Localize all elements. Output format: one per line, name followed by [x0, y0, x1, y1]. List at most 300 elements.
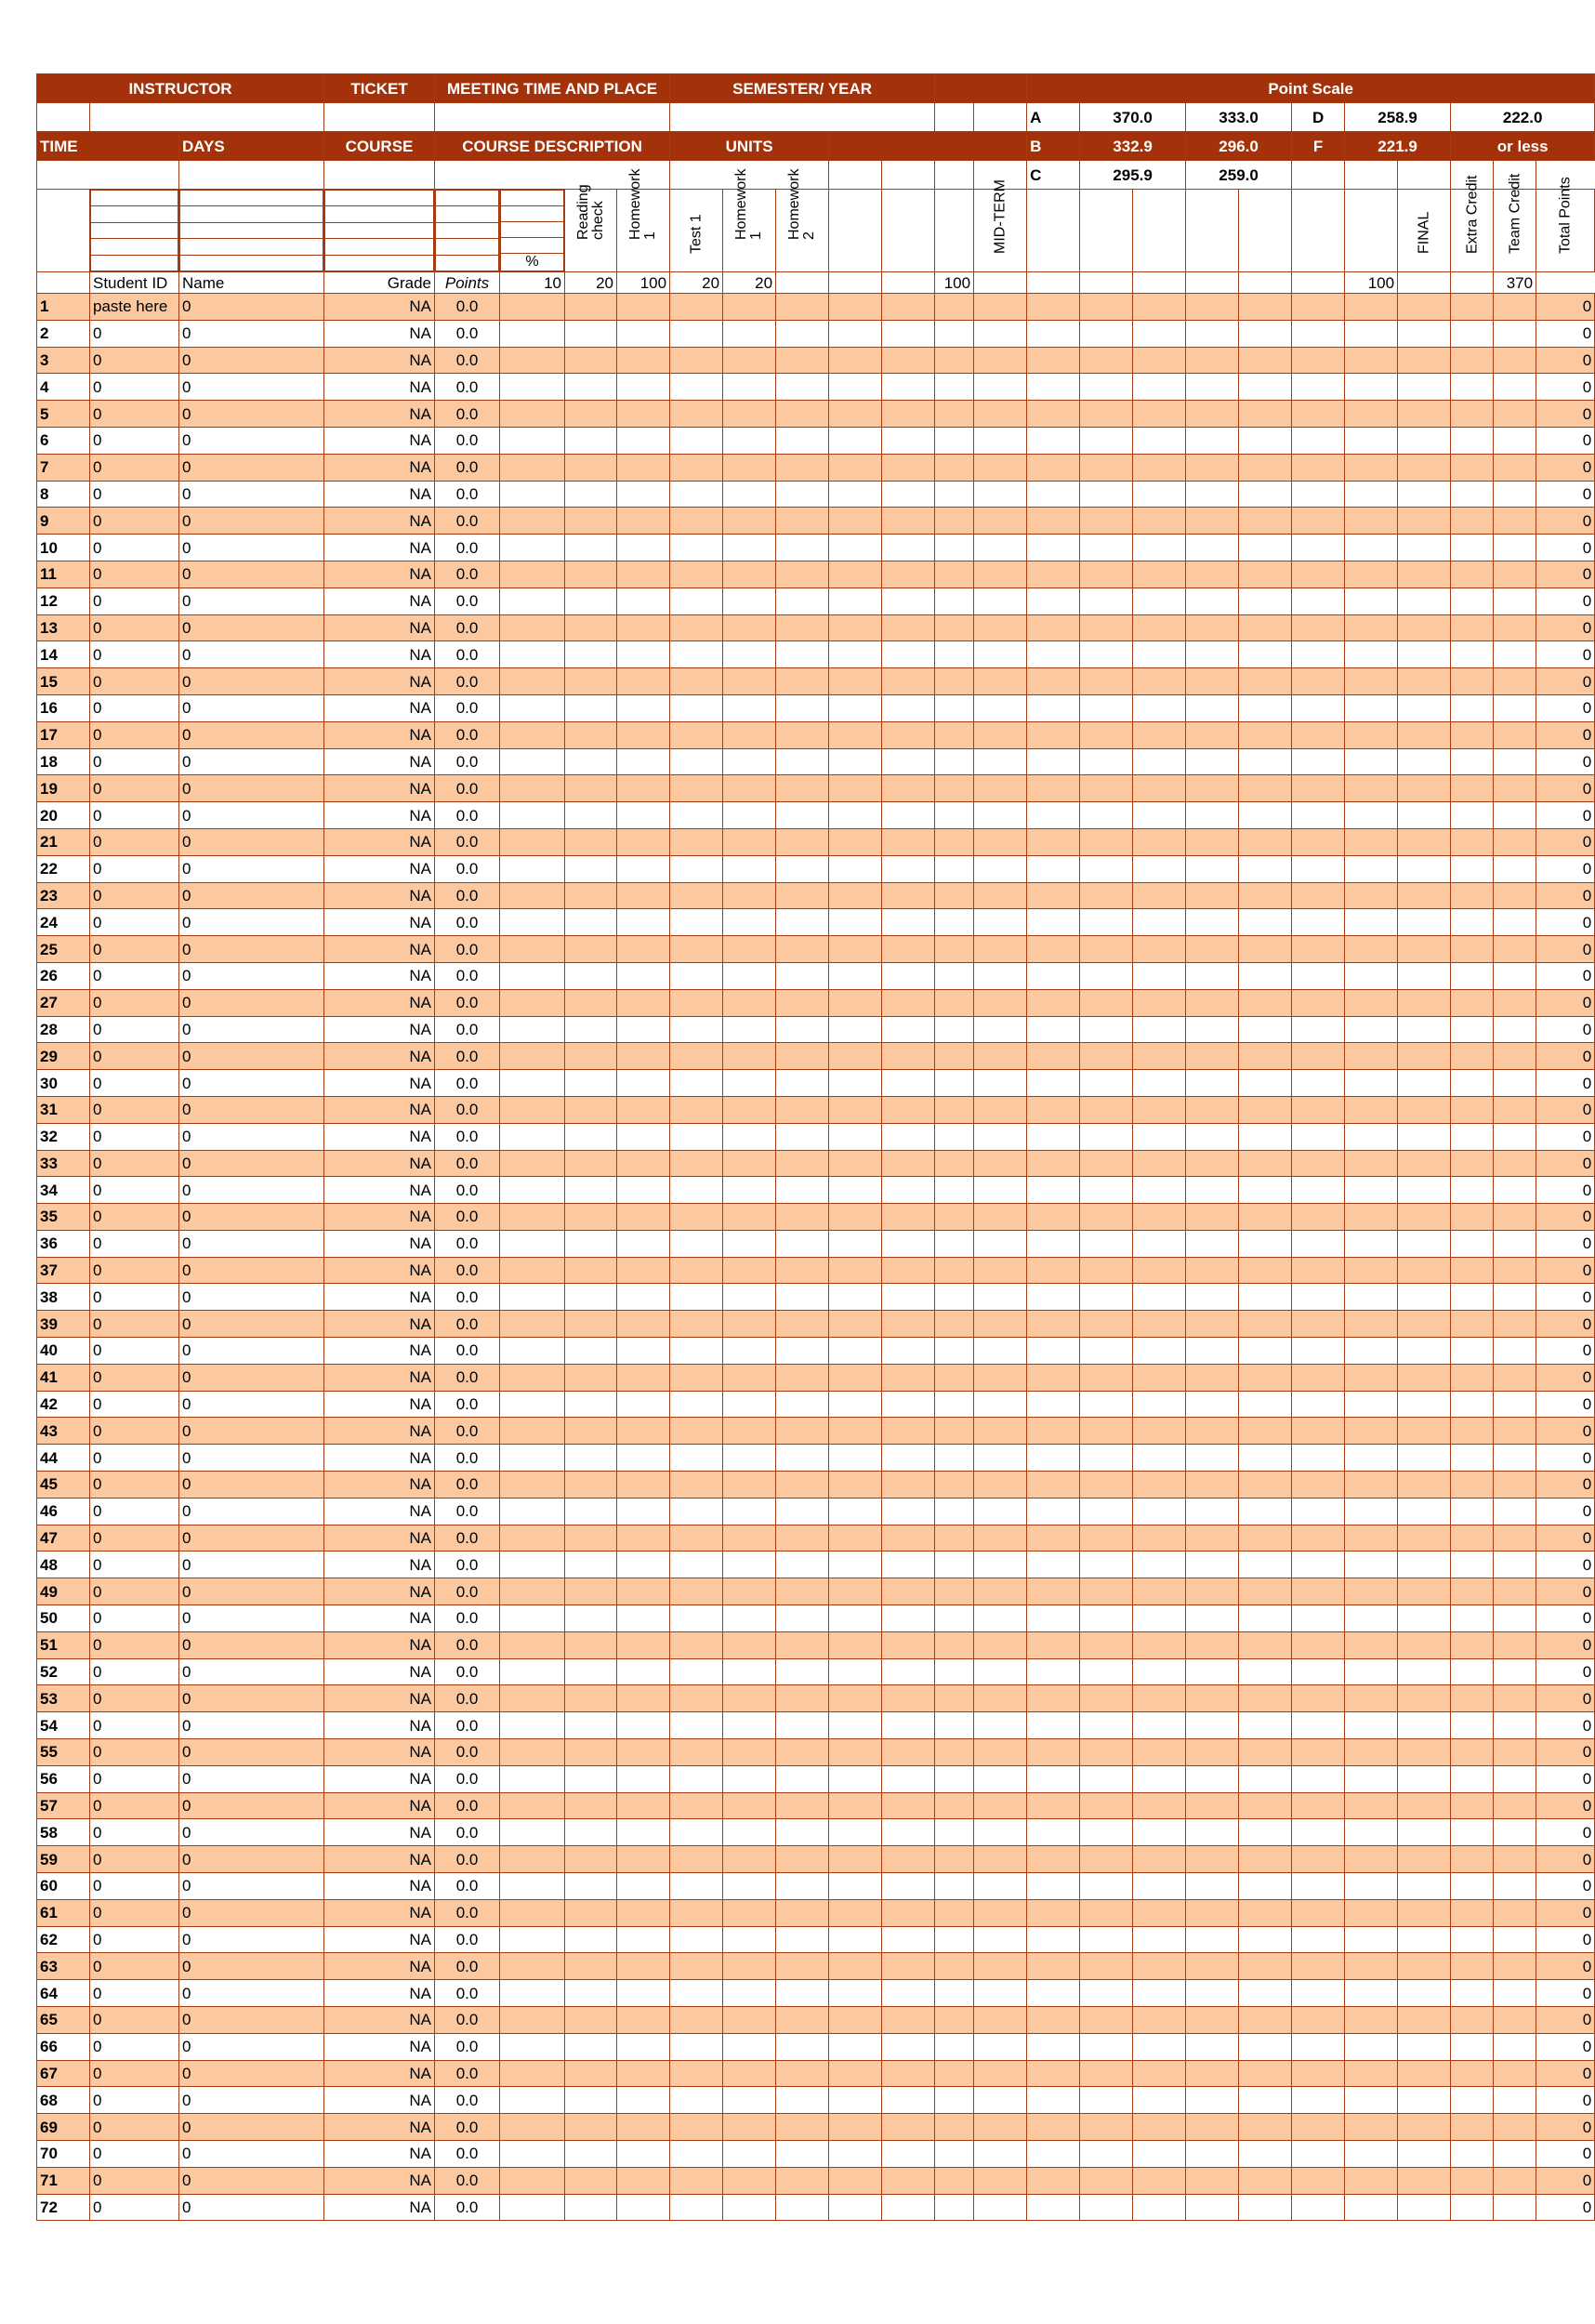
score-cell[interactable]	[935, 294, 974, 321]
student-id-cell[interactable]: 0	[90, 936, 179, 963]
score-cell[interactable]	[1080, 2167, 1133, 2194]
score-cell[interactable]	[1494, 1418, 1536, 1445]
score-cell[interactable]	[617, 427, 670, 454]
student-id-cell[interactable]: 0	[90, 454, 179, 481]
score-cell[interactable]	[1080, 320, 1133, 347]
score-cell[interactable]	[1186, 1846, 1239, 1873]
score-cell[interactable]	[974, 1658, 1027, 1685]
score-cell[interactable]	[1292, 1846, 1345, 1873]
score-cell[interactable]	[1239, 1150, 1292, 1177]
score-cell[interactable]	[935, 1712, 974, 1739]
score-cell[interactable]	[1133, 1070, 1186, 1097]
score-cell[interactable]	[500, 374, 565, 401]
score-cell[interactable]	[500, 668, 565, 695]
score-cell[interactable]	[670, 588, 723, 614]
score-cell[interactable]	[1398, 1204, 1451, 1231]
score-cell[interactable]	[1027, 721, 1080, 748]
student-id-cell[interactable]: 0	[90, 641, 179, 668]
score-cell[interactable]	[974, 668, 1027, 695]
score-cell[interactable]	[935, 561, 974, 588]
score-cell[interactable]	[670, 614, 723, 641]
score-cell[interactable]	[1398, 748, 1451, 775]
score-cell[interactable]	[723, 828, 776, 855]
score-cell[interactable]	[1133, 1658, 1186, 1685]
student-id-cell[interactable]: 0	[90, 1605, 179, 1632]
score-cell[interactable]	[1451, 1980, 1494, 2007]
score-cell[interactable]	[1345, 641, 1398, 668]
score-cell[interactable]	[1186, 535, 1239, 561]
score-cell[interactable]	[617, 1257, 670, 1284]
score-cell[interactable]	[974, 2087, 1027, 2114]
score-cell[interactable]	[1345, 347, 1398, 374]
score-cell[interactable]	[1186, 294, 1239, 321]
score-cell[interactable]	[1345, 1552, 1398, 1578]
student-name-cell[interactable]: 0	[179, 855, 324, 882]
score-cell[interactable]	[882, 909, 935, 936]
score-cell[interactable]	[670, 989, 723, 1016]
score-cell[interactable]	[935, 454, 974, 481]
score-cell[interactable]	[935, 1552, 974, 1578]
score-cell[interactable]	[1494, 1338, 1536, 1365]
score-cell[interactable]	[1345, 1364, 1398, 1391]
score-cell[interactable]	[1292, 1338, 1345, 1365]
score-cell[interactable]	[935, 1792, 974, 1819]
score-cell[interactable]	[565, 2167, 617, 2194]
score-cell[interactable]	[829, 1177, 882, 1204]
score-cell[interactable]	[565, 748, 617, 775]
score-cell[interactable]	[565, 1230, 617, 1257]
score-cell[interactable]	[1398, 775, 1451, 802]
score-cell[interactable]	[1398, 1631, 1451, 1658]
score-cell[interactable]	[1494, 401, 1536, 428]
score-cell[interactable]	[1133, 1685, 1186, 1712]
score-cell[interactable]	[565, 694, 617, 721]
student-id-cell[interactable]: 0	[90, 721, 179, 748]
score-cell[interactable]	[1186, 1257, 1239, 1284]
score-cell[interactable]	[829, 1765, 882, 1792]
score-cell[interactable]	[776, 694, 829, 721]
score-cell[interactable]	[1494, 1070, 1536, 1097]
score-cell[interactable]	[565, 1873, 617, 1900]
score-cell[interactable]	[882, 1685, 935, 1712]
score-cell[interactable]	[1398, 936, 1451, 963]
score-cell[interactable]	[617, 694, 670, 721]
score-cell[interactable]	[974, 1712, 1027, 1739]
score-cell[interactable]	[1027, 775, 1080, 802]
score-cell[interactable]	[1345, 1873, 1398, 1900]
student-id-cell[interactable]: 0	[90, 347, 179, 374]
score-cell[interactable]	[500, 1658, 565, 1685]
score-cell[interactable]	[1133, 1552, 1186, 1578]
score-cell[interactable]	[1027, 2060, 1080, 2087]
score-cell[interactable]	[776, 1284, 829, 1311]
score-cell[interactable]	[974, 882, 1027, 909]
score-cell[interactable]	[1133, 1873, 1186, 1900]
score-cell[interactable]	[1133, 668, 1186, 695]
score-cell[interactable]	[1186, 1552, 1239, 1578]
score-cell[interactable]	[670, 347, 723, 374]
score-cell[interactable]	[1080, 1525, 1133, 1552]
score-cell[interactable]	[1080, 882, 1133, 909]
student-name-cell[interactable]: 0	[179, 1685, 324, 1712]
score-cell[interactable]	[723, 748, 776, 775]
score-cell[interactable]	[1494, 1284, 1536, 1311]
score-cell[interactable]	[829, 1739, 882, 1766]
score-cell[interactable]	[617, 1445, 670, 1472]
score-cell[interactable]	[935, 1284, 974, 1311]
score-cell[interactable]	[1292, 2007, 1345, 2034]
score-cell[interactable]	[1080, 1578, 1133, 1605]
score-cell[interactable]	[1292, 1739, 1345, 1766]
score-cell[interactable]	[974, 1739, 1027, 1766]
score-cell[interactable]	[1080, 2140, 1133, 2167]
score-cell[interactable]	[723, 1712, 776, 1739]
score-cell[interactable]	[1239, 1016, 1292, 1043]
score-cell[interactable]	[500, 2087, 565, 2114]
score-cell[interactable]	[882, 588, 935, 614]
score-cell[interactable]	[565, 454, 617, 481]
score-cell[interactable]	[617, 882, 670, 909]
score-cell[interactable]	[1186, 1605, 1239, 1632]
student-id-cell[interactable]: 0	[90, 2060, 179, 2087]
score-cell[interactable]	[617, 374, 670, 401]
score-cell[interactable]	[670, 1230, 723, 1257]
score-cell[interactable]	[1292, 1765, 1345, 1792]
score-cell[interactable]	[670, 1445, 723, 1472]
score-cell[interactable]	[1292, 1498, 1345, 1525]
score-cell[interactable]	[1345, 2140, 1398, 2167]
score-cell[interactable]	[500, 1819, 565, 1846]
score-cell[interactable]	[935, 962, 974, 989]
score-cell[interactable]	[974, 1338, 1027, 1365]
score-cell[interactable]	[617, 320, 670, 347]
score-cell[interactable]	[1239, 1846, 1292, 1873]
score-cell[interactable]	[935, 882, 974, 909]
score-cell[interactable]	[1451, 1552, 1494, 1578]
score-cell[interactable]	[1398, 855, 1451, 882]
score-cell[interactable]	[1398, 454, 1451, 481]
score-cell[interactable]	[882, 1123, 935, 1150]
score-cell[interactable]	[882, 1739, 935, 1766]
score-cell[interactable]	[1239, 1712, 1292, 1739]
score-cell[interactable]	[1186, 1765, 1239, 1792]
score-cell[interactable]	[617, 1846, 670, 1873]
score-cell[interactable]	[1398, 508, 1451, 535]
score-cell[interactable]	[1080, 1472, 1133, 1499]
score-cell[interactable]	[776, 1177, 829, 1204]
score-cell[interactable]	[935, 909, 974, 936]
score-cell[interactable]	[1080, 775, 1133, 802]
score-cell[interactable]	[565, 535, 617, 561]
score-cell[interactable]	[670, 748, 723, 775]
score-cell[interactable]	[1292, 401, 1345, 428]
score-cell[interactable]	[1292, 294, 1345, 321]
student-id-cell[interactable]: 0	[90, 1792, 179, 1819]
score-cell[interactable]	[1027, 1498, 1080, 1525]
score-cell[interactable]	[1080, 1070, 1133, 1097]
score-cell[interactable]	[829, 588, 882, 614]
score-cell[interactable]	[776, 2007, 829, 2034]
score-cell[interactable]	[1292, 1658, 1345, 1685]
score-cell[interactable]	[935, 535, 974, 561]
score-cell[interactable]	[617, 1284, 670, 1311]
score-cell[interactable]	[935, 936, 974, 963]
score-cell[interactable]	[1451, 882, 1494, 909]
score-cell[interactable]	[776, 427, 829, 454]
score-cell[interactable]	[670, 1631, 723, 1658]
score-cell[interactable]	[1133, 614, 1186, 641]
score-cell[interactable]	[776, 1472, 829, 1499]
score-cell[interactable]	[776, 481, 829, 508]
score-cell[interactable]	[974, 294, 1027, 321]
score-cell[interactable]	[670, 1204, 723, 1231]
score-cell[interactable]	[1186, 1685, 1239, 1712]
score-cell[interactable]	[1080, 1311, 1133, 1338]
score-cell[interactable]	[974, 347, 1027, 374]
score-cell[interactable]	[1239, 2194, 1292, 2221]
score-cell[interactable]	[1027, 936, 1080, 963]
score-cell[interactable]	[776, 2194, 829, 2221]
score-cell[interactable]	[776, 748, 829, 775]
score-cell[interactable]	[723, 454, 776, 481]
student-id-cell[interactable]: 0	[90, 2194, 179, 2221]
score-cell[interactable]	[500, 748, 565, 775]
score-cell[interactable]	[1239, 1418, 1292, 1445]
score-cell[interactable]	[1239, 1899, 1292, 1926]
score-cell[interactable]	[617, 1631, 670, 1658]
score-cell[interactable]	[776, 2140, 829, 2167]
score-cell[interactable]	[1027, 1177, 1080, 1204]
score-cell[interactable]	[1080, 1846, 1133, 1873]
score-cell[interactable]	[1080, 427, 1133, 454]
score-cell[interactable]	[1239, 2033, 1292, 2060]
score-cell[interactable]	[723, 962, 776, 989]
score-cell[interactable]	[500, 2140, 565, 2167]
score-cell[interactable]	[1292, 2140, 1345, 2167]
score-cell[interactable]	[617, 775, 670, 802]
score-cell[interactable]	[1398, 1525, 1451, 1552]
student-id-cell[interactable]: 0	[90, 2033, 179, 2060]
score-cell[interactable]	[1186, 614, 1239, 641]
score-cell[interactable]	[1451, 1926, 1494, 1953]
score-cell[interactable]	[565, 1338, 617, 1365]
score-cell[interactable]	[1133, 1926, 1186, 1953]
score-cell[interactable]	[500, 989, 565, 1016]
score-cell[interactable]	[565, 802, 617, 829]
score-cell[interactable]	[1451, 508, 1494, 535]
score-cell[interactable]	[617, 1043, 670, 1070]
score-cell[interactable]	[974, 1819, 1027, 1846]
score-cell[interactable]	[974, 2060, 1027, 2087]
score-cell[interactable]	[723, 1846, 776, 1873]
score-cell[interactable]	[723, 1525, 776, 1552]
score-cell[interactable]	[829, 1685, 882, 1712]
student-name-cell[interactable]: 0	[179, 1498, 324, 1525]
score-cell[interactable]	[723, 1311, 776, 1338]
score-cell[interactable]	[1239, 1819, 1292, 1846]
student-id-cell[interactable]: 0	[90, 1391, 179, 1418]
score-cell[interactable]	[829, 936, 882, 963]
score-cell[interactable]	[1398, 614, 1451, 641]
score-cell[interactable]	[1494, 909, 1536, 936]
score-cell[interactable]	[1239, 2167, 1292, 2194]
student-name-cell[interactable]: 0	[179, 1472, 324, 1499]
score-cell[interactable]	[1345, 481, 1398, 508]
score-cell[interactable]	[500, 936, 565, 963]
score-cell[interactable]	[670, 1311, 723, 1338]
score-cell[interactable]	[1494, 614, 1536, 641]
score-cell[interactable]	[1494, 1150, 1536, 1177]
score-cell[interactable]	[1027, 2087, 1080, 2114]
score-cell[interactable]	[882, 508, 935, 535]
score-cell[interactable]	[500, 2007, 565, 2034]
score-cell[interactable]	[1133, 2087, 1186, 2114]
score-cell[interactable]	[1292, 668, 1345, 695]
score-cell[interactable]	[670, 1712, 723, 1739]
score-cell[interactable]	[776, 1765, 829, 1792]
score-cell[interactable]	[776, 561, 829, 588]
score-cell[interactable]	[1398, 1177, 1451, 1204]
score-cell[interactable]	[1186, 427, 1239, 454]
student-id-cell[interactable]: 0	[90, 1980, 179, 2007]
score-cell[interactable]	[1080, 1391, 1133, 1418]
score-cell[interactable]	[1451, 1578, 1494, 1605]
score-cell[interactable]	[1027, 1739, 1080, 1766]
score-cell[interactable]	[882, 1605, 935, 1632]
score-cell[interactable]	[1080, 909, 1133, 936]
score-cell[interactable]	[1133, 1819, 1186, 1846]
score-cell[interactable]	[974, 989, 1027, 1016]
score-cell[interactable]	[723, 1685, 776, 1712]
score-cell[interactable]	[1494, 1043, 1536, 1070]
cell-blank[interactable]	[882, 161, 935, 190]
student-name-cell[interactable]: 0	[179, 401, 324, 428]
score-cell[interactable]	[617, 936, 670, 963]
score-cell[interactable]	[1239, 347, 1292, 374]
score-cell[interactable]	[1027, 1873, 1080, 1900]
score-cell[interactable]	[1133, 2194, 1186, 2221]
score-cell[interactable]	[1345, 1070, 1398, 1097]
score-cell[interactable]	[935, 1846, 974, 1873]
score-cell[interactable]	[1133, 1177, 1186, 1204]
score-cell[interactable]	[500, 1445, 565, 1472]
score-cell[interactable]	[974, 508, 1027, 535]
score-cell[interactable]	[974, 1926, 1027, 1953]
score-cell[interactable]	[1451, 1658, 1494, 1685]
score-cell[interactable]	[776, 1739, 829, 1766]
score-cell[interactable]	[1292, 936, 1345, 963]
score-cell[interactable]	[565, 668, 617, 695]
score-cell[interactable]	[1292, 561, 1345, 588]
score-cell[interactable]	[565, 508, 617, 535]
score-cell[interactable]	[776, 1338, 829, 1365]
score-cell[interactable]	[1398, 909, 1451, 936]
student-name-cell[interactable]: 0	[179, 668, 324, 695]
score-cell[interactable]	[1451, 614, 1494, 641]
score-cell[interactable]	[1239, 481, 1292, 508]
score-cell[interactable]	[935, 2140, 974, 2167]
score-cell[interactable]	[1133, 1472, 1186, 1499]
score-cell[interactable]	[1133, 1578, 1186, 1605]
score-cell[interactable]	[974, 802, 1027, 829]
score-cell[interactable]	[1398, 1364, 1451, 1391]
score-cell[interactable]	[565, 347, 617, 374]
score-cell[interactable]	[1186, 2007, 1239, 2034]
score-cell[interactable]	[829, 561, 882, 588]
score-cell[interactable]	[935, 347, 974, 374]
student-id-cell[interactable]: 0	[90, 1177, 179, 1204]
score-cell[interactable]	[974, 1311, 1027, 1338]
score-cell[interactable]	[1494, 1792, 1536, 1819]
score-cell[interactable]	[1451, 802, 1494, 829]
score-cell[interactable]	[776, 614, 829, 641]
score-cell[interactable]	[1186, 962, 1239, 989]
score-cell[interactable]	[1292, 1311, 1345, 1338]
score-cell[interactable]	[829, 2194, 882, 2221]
score-cell[interactable]	[1398, 1873, 1451, 1900]
score-cell[interactable]	[1080, 1658, 1133, 1685]
score-cell[interactable]	[1451, 1873, 1494, 1900]
score-cell[interactable]	[1345, 401, 1398, 428]
score-cell[interactable]	[617, 561, 670, 588]
score-cell[interactable]	[617, 1311, 670, 1338]
score-cell[interactable]	[1080, 374, 1133, 401]
score-cell[interactable]	[1080, 1230, 1133, 1257]
score-cell[interactable]	[1186, 1204, 1239, 1231]
score-cell[interactable]	[565, 374, 617, 401]
score-cell[interactable]	[829, 1338, 882, 1365]
student-name-cell[interactable]: 0	[179, 2140, 324, 2167]
student-name-cell[interactable]: 0	[179, 2167, 324, 2194]
score-cell[interactable]	[723, 1980, 776, 2007]
score-cell[interactable]	[776, 668, 829, 695]
score-cell[interactable]	[1292, 1391, 1345, 1418]
student-id-cell[interactable]: 0	[90, 1070, 179, 1097]
score-cell[interactable]	[829, 1150, 882, 1177]
score-cell[interactable]	[1027, 1257, 1080, 1284]
score-cell[interactable]	[776, 1445, 829, 1472]
score-cell[interactable]	[1398, 989, 1451, 1016]
score-cell[interactable]	[935, 508, 974, 535]
score-cell[interactable]	[1494, 294, 1536, 321]
score-cell[interactable]	[500, 1204, 565, 1231]
score-cell[interactable]	[500, 1873, 565, 1900]
score-cell[interactable]	[670, 1525, 723, 1552]
score-cell[interactable]	[1133, 855, 1186, 882]
score-cell[interactable]	[1292, 614, 1345, 641]
score-cell[interactable]	[565, 1739, 617, 1766]
score-cell[interactable]	[882, 1658, 935, 1685]
score-cell[interactable]	[829, 401, 882, 428]
student-name-cell[interactable]: 0	[179, 1525, 324, 1552]
score-cell[interactable]	[500, 1016, 565, 1043]
cell-blank[interactable]	[935, 161, 974, 190]
score-cell[interactable]	[1080, 1739, 1133, 1766]
score-cell[interactable]	[829, 855, 882, 882]
score-cell[interactable]	[882, 1498, 935, 1525]
score-cell[interactable]	[670, 1016, 723, 1043]
student-id-cell[interactable]: 0	[90, 481, 179, 508]
score-cell[interactable]	[1133, 2060, 1186, 2087]
score-cell[interactable]	[617, 347, 670, 374]
score-cell[interactable]	[1027, 802, 1080, 829]
score-cell[interactable]	[974, 427, 1027, 454]
student-id-cell[interactable]: 0	[90, 1953, 179, 1980]
score-cell[interactable]	[565, 721, 617, 748]
score-cell[interactable]	[776, 588, 829, 614]
score-cell[interactable]	[1080, 1792, 1133, 1819]
score-cell[interactable]	[1080, 1819, 1133, 1846]
